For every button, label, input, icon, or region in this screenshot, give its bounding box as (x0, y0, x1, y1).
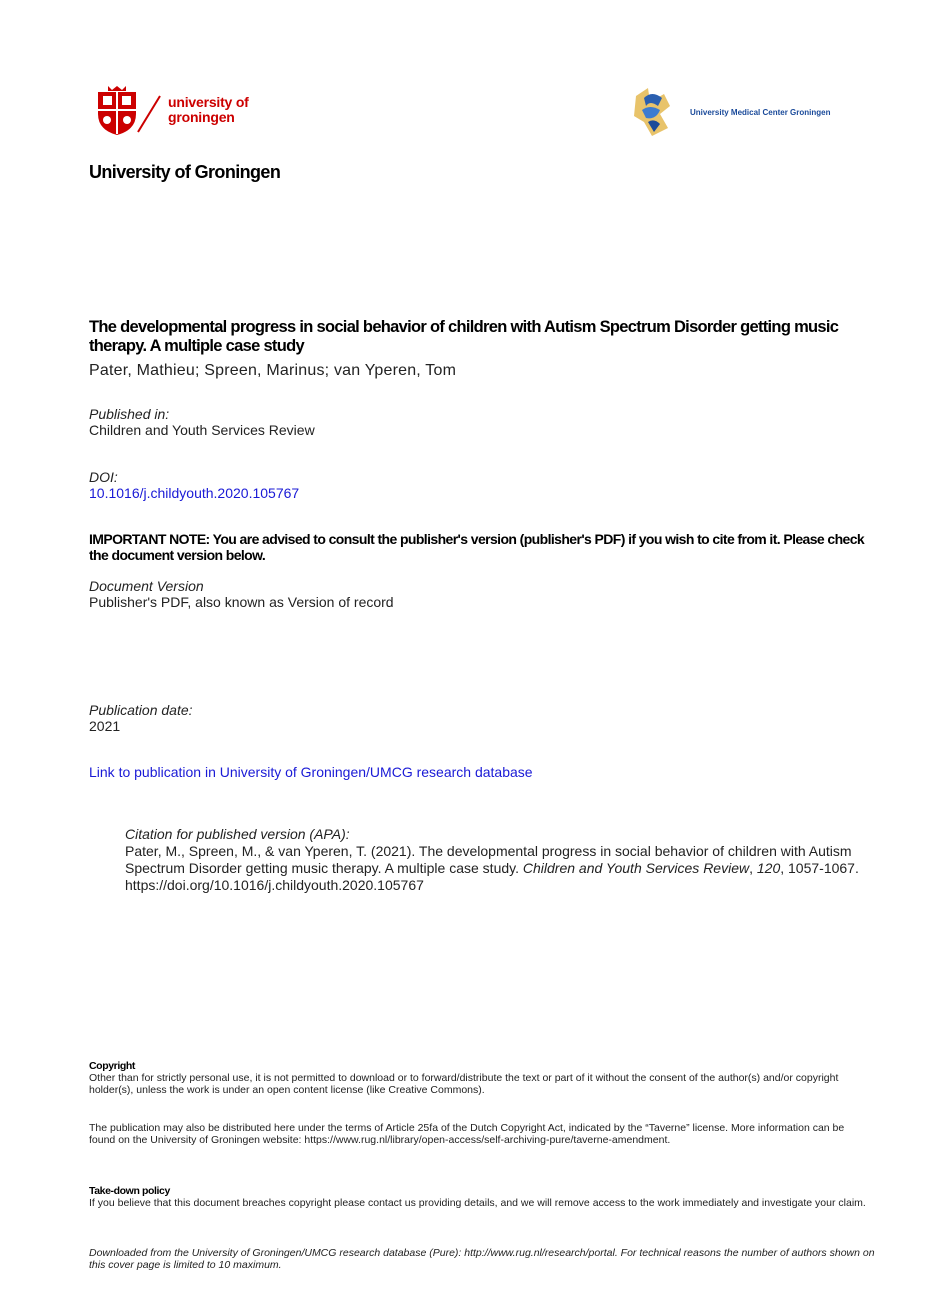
citation-label: Citation for published version (APA): (125, 826, 350, 842)
document-version-value: Publisher's PDF, also known as Version of record (89, 594, 394, 610)
rug-wordmark-line1: university of (168, 94, 249, 110)
citation-journal: Children and Youth Services Review (522, 860, 750, 876)
citation-sep: , (749, 860, 757, 876)
takedown-heading: Take-down policy (89, 1185, 170, 1197)
umcg-wordmark: University Medical Center Groningen (690, 108, 831, 117)
publication-date-block (89, 702, 193, 734)
logo-divider-slash (134, 92, 164, 136)
doi-link[interactable]: 10.1016/j.childyouth.2020.105767 (89, 485, 300, 501)
rug-wordmark-line2: groningen (168, 109, 235, 125)
rug-wordmark (168, 95, 249, 125)
published-in-value: Children and Youth Services Review (89, 422, 315, 438)
takedown-text: If you believe that this document breaches copyright please contact us providing details, and we will remove access to the work immediately and investigate your claim. (89, 1197, 866, 1209)
university-of-groningen-logo (94, 86, 274, 136)
footer-note: Downloaded from the University of Groningen/UMCG research database (Pure): http://www.rug.nl/research/portal. For technical reasons the number of authors shown on this cover page is limited to 10 maximum. (89, 1247, 875, 1271)
copyright-block (89, 1060, 869, 1096)
copyright-text: Other than for strictly personal use, it is not permitted to download or to forward/distribute the text or part of it without the consent of the author(s) and/or copyright holder(s), unless the work is under an open content license (like Creative Commons). (89, 1072, 839, 1096)
takedown-block (89, 1185, 869, 1209)
citation-tail: , 1057-1067. https://doi.org/10.1016/j.childyouth.2020.105767 (125, 860, 859, 893)
database-link[interactable]: Link to publication in University of Groningen/UMCG research database (89, 764, 533, 780)
institution-name: University of Groningen (89, 162, 281, 182)
umcg-frog-icon (630, 84, 686, 140)
published-in-label: Published in: (89, 406, 170, 422)
important-note: IMPORTANT NOTE: You are advised to consult the publisher's version (publisher's PDF) if you wish to cite from it. Please check the document version below. (89, 531, 865, 563)
citation-volume: 120 (756, 860, 781, 876)
doi-block (89, 469, 299, 501)
citation-block (125, 826, 865, 894)
copyright-heading: Copyright (89, 1060, 135, 1072)
document-version-label: Document Version (89, 578, 204, 594)
citation-text (125, 843, 865, 894)
publication-date-label: Publication date: (89, 702, 193, 718)
publication-title: The developmental progress in social behavior of children with Autism Spectrum Disorder getting music therapy. A multiple case study (89, 318, 839, 355)
citation-plain: Pater, M., Spreen, M., & van Yperen, T. (2021). The developmental progress in social behavior of children with Autism Spectrum Disorder getting music therapy. A multiple case study. (125, 843, 852, 876)
published-in-block (89, 406, 315, 438)
document-version-block (89, 578, 394, 610)
publication-date-value: 2021 (89, 718, 121, 734)
umcg-logo (630, 84, 840, 140)
doi-label: DOI: (89, 469, 118, 485)
authors: Pater, Mathieu; Spreen, Marinus; van Yperen, Tom (89, 362, 457, 379)
taverne-text: The publication may also be distributed here under the terms of Article 25fa of the Dutch Copyright Act, indicated by the “Taverne” license. More information can be found on the University of Groningen website: https://www.rug.nl/library/open-access/self-archiving-pure/taverne-amendment. (89, 1122, 845, 1146)
